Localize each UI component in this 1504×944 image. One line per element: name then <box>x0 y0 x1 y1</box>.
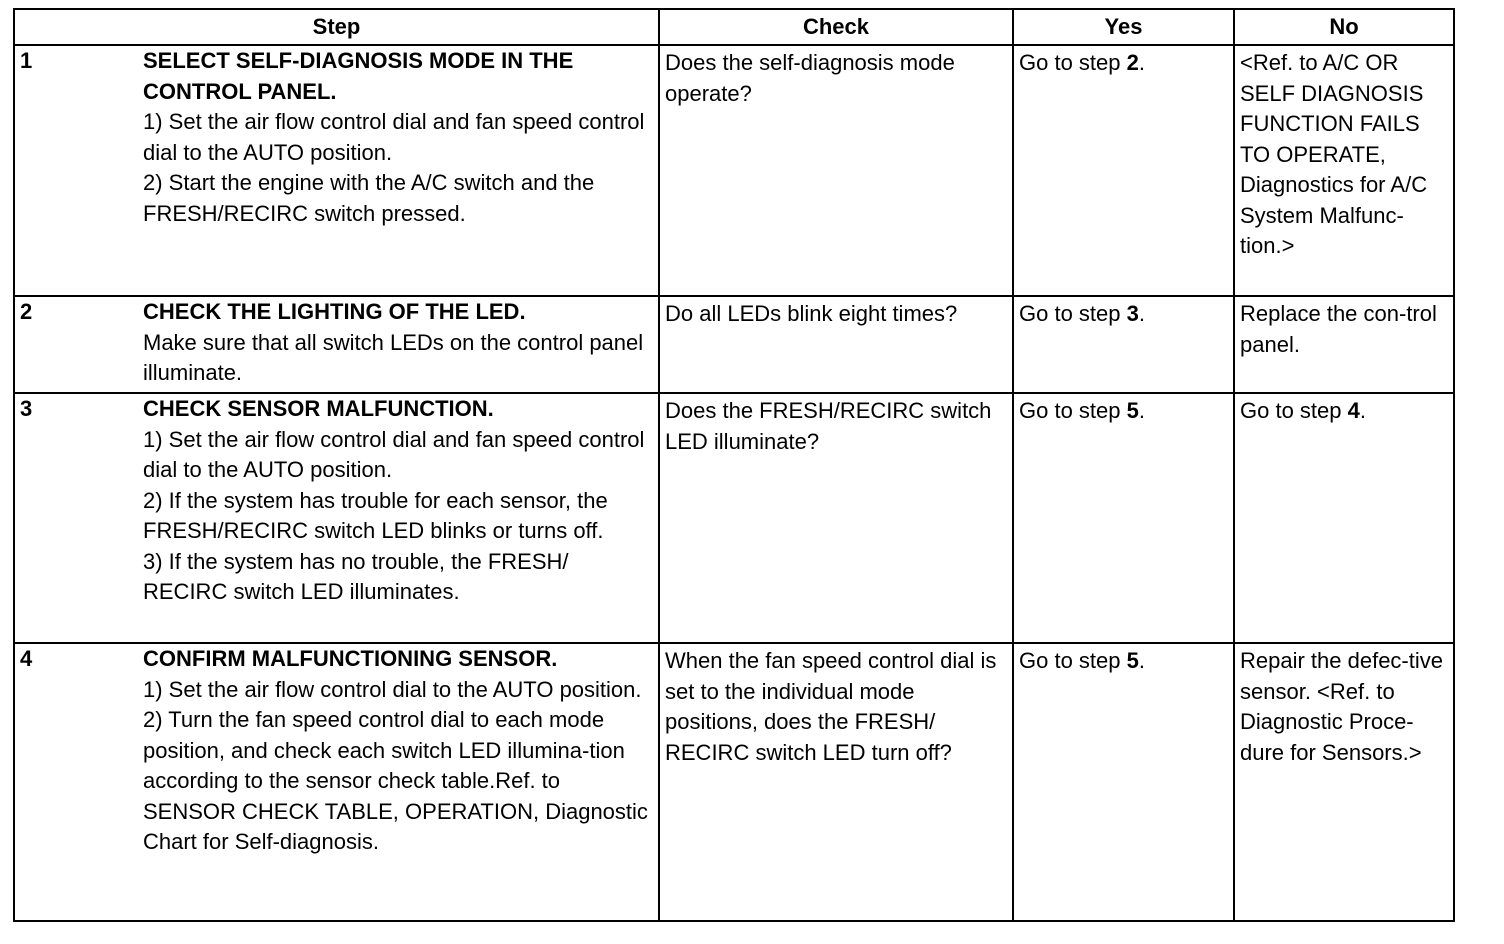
step-title: SELECT SELF-DIAGNOSIS MODE IN THE CONTROL PANEL. <box>143 48 574 104</box>
table-row <box>14 296 1454 393</box>
yes-prefix: Go to step <box>1019 50 1127 75</box>
header-step: Step <box>14 9 659 45</box>
header-row <box>14 9 1454 45</box>
header-yes: Yes <box>1013 9 1234 45</box>
step-title: CHECK THE LIGHTING OF THE LED. <box>143 299 526 324</box>
step-cell <box>14 45 659 296</box>
yes-prefix: Go to step <box>1019 398 1127 423</box>
table-row <box>14 45 1454 296</box>
step-number: 4 <box>20 646 33 671</box>
yes-cell <box>1013 643 1234 921</box>
yes-cell <box>1013 45 1234 296</box>
step-cell <box>14 393 659 643</box>
header-no: No <box>1234 9 1454 45</box>
no-cell: <Ref. to A/C OR SELF DIAGNOSIS FUNCTION FAILS TO OPERATE, Diagnostics for A/C System Malfunc-tion.> <box>1234 45 1454 296</box>
yes-step-number: 2 <box>1126 50 1139 75</box>
table-row <box>14 393 1454 643</box>
check-cell: Do all LEDs blink eight times? <box>659 296 1013 393</box>
no-cell: Repair the defec-tive sensor. <Ref. to Diagnostic Proce-dure for Sensors.> <box>1234 643 1454 921</box>
step-number: 1 <box>20 48 33 73</box>
yes-step-number: 3 <box>1126 301 1139 326</box>
no-cell: Replace the con-trol panel. <box>1234 296 1454 393</box>
step-number: 3 <box>20 396 33 421</box>
check-cell: Does the self-diagnosis mode operate? <box>659 45 1013 296</box>
yes-suffix: . <box>1138 398 1145 423</box>
diagnostic-table <box>13 8 1455 922</box>
step-instruction: 2) If the system has trouble for each sensor, the FRESH/RECIRC switch LED blinks or turns off. <box>143 487 608 543</box>
yes-prefix: Go to step <box>1019 648 1127 673</box>
yes-cell <box>1013 296 1234 393</box>
yes-step-number: 5 <box>1126 398 1139 423</box>
step-cell <box>14 643 659 921</box>
yes-suffix: . <box>1138 50 1145 75</box>
step-instruction: Make sure that all switch LEDs on the control panel illuminate. <box>143 329 644 385</box>
no-cell <box>1234 393 1454 643</box>
yes-step-number: 5 <box>1126 648 1139 673</box>
step-instruction: 2) Turn the fan speed control dial to each mode position, and check each switch LED illumina-tion according to the sensor check table.Ref. to SENSOR CHECK TABLE, OPERATION, Diagnostic Chart for Self-diagnosis. <box>143 707 648 854</box>
step-instruction: 1) Set the air flow control dial and fan speed control dial to the AUTO position. <box>143 426 645 482</box>
header-check: Check <box>659 9 1013 45</box>
no-suffix: . <box>1359 398 1366 423</box>
yes-suffix: . <box>1138 648 1145 673</box>
no-prefix: Go to step <box>1240 398 1348 423</box>
step-instruction: 1) Set the air flow control dial to the AUTO position. <box>143 676 642 702</box>
yes-cell <box>1013 393 1234 643</box>
check-cell: Does the FRESH/RECIRC switch LED illuminate? <box>659 393 1013 643</box>
step-number: 2 <box>20 299 33 324</box>
diagnostic-table-wrapper <box>13 8 1455 922</box>
check-cell: When the fan speed control dial is set to the individual mode positions, does the FRESH/ RECIRC switch LED turn off? <box>659 643 1013 921</box>
step-instruction: 3) If the system has no trouble, the FRESH/ RECIRC switch LED illuminates. <box>143 548 569 604</box>
step-instruction: 1) Set the air flow control dial and fan speed control dial to the AUTO position. <box>143 109 645 165</box>
step-instruction: 2) Start the engine with the A/C switch and the FRESH/RECIRC switch pressed. <box>143 170 595 226</box>
yes-suffix: . <box>1138 301 1145 326</box>
no-step-number: 4 <box>1347 398 1360 423</box>
step-title: CHECK SENSOR MALFUNCTION. <box>143 396 494 421</box>
step-cell <box>14 296 659 393</box>
table-row <box>14 643 1454 921</box>
yes-prefix: Go to step <box>1019 301 1127 326</box>
step-title: CONFIRM MALFUNCTIONING SENSOR. <box>143 646 558 671</box>
